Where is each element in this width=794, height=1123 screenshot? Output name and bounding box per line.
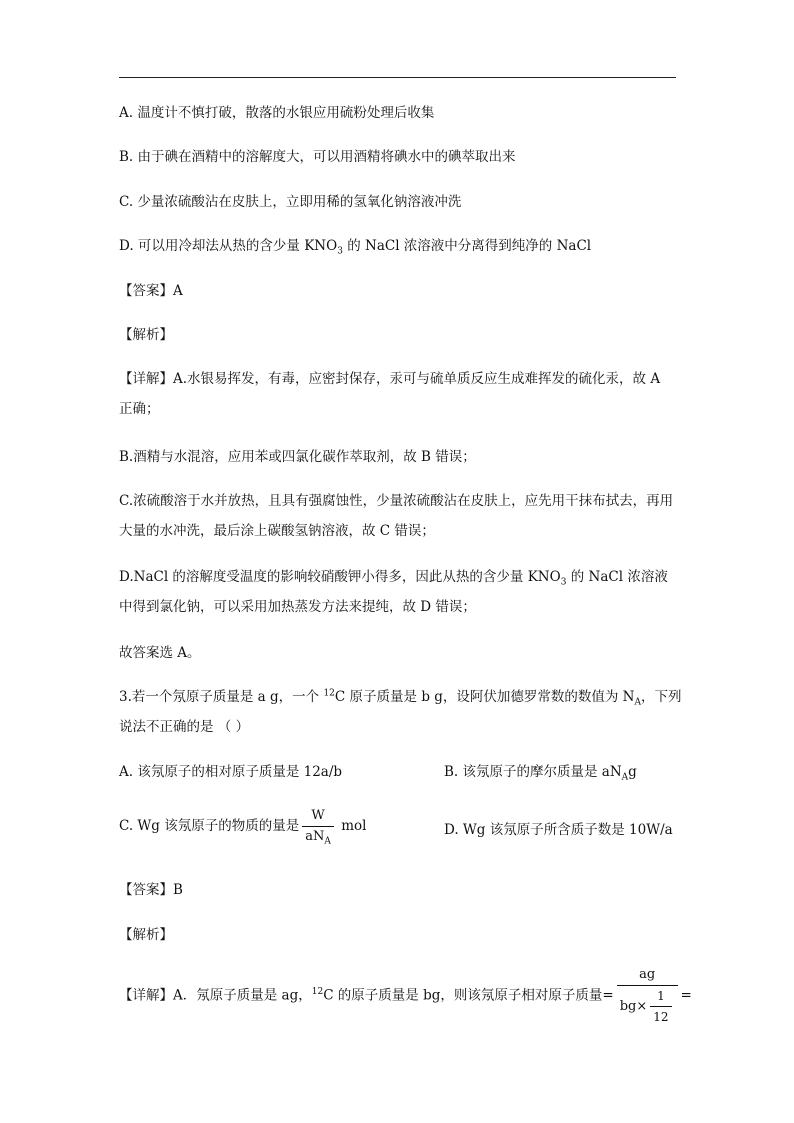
q2-detail-d [119,562,675,622]
q2-option-d-sub: 3 [337,246,343,257]
q3-stem-line2: 说法不正确的是 （ ） [119,719,250,735]
q3-detail-denominator [617,986,678,1025]
q3-stem-sup: 12 [323,688,335,699]
q3-option-c-den-sub: A [324,836,331,847]
q3-option-b-unit: g [628,764,637,780]
q3-detail-sup: 12 [311,987,324,997]
q3-stem-text-2: C 原子质量是 b g，设阿伏加德罗常数的数值为 N [334,689,635,705]
q3-detail-numerator: ag [617,967,678,986]
q2-detail-c: C.浓硫酸溶于水并放热，且具有强腐蚀性，少量浓硫酸沾在皮肤上，应先用干抹布拭去，再用大量的水冲洗，最后涂上碳酸氢钠溶液，故 C 错误； [119,493,674,539]
q3-option-b-text: B. 该氖原子的摩尔质量是 aN [444,764,622,780]
q2-option-b: B. 由于碘在酒精中的溶解度大，可以用酒精将碘水中的碘萃取出来 [119,149,516,165]
q3-option-b [444,762,637,782]
q2-detail-b: B.酒精与水混溶，应用苯或四氯化碳作萃取剂，故 B 错误； [119,449,476,465]
q3-detail-text-2: C 的原子质量是 bg，则该氖原子相对原子质量= [323,987,614,1004]
q2-detail-d-text-end: 的 NaCl 浓溶液中得到氯化钠，可以采用加热蒸发方法来提纯，故 D 错误； [119,569,668,615]
q3-detail-equals: = [680,987,692,1004]
q3-option-c-numerator: W [302,808,334,827]
q3-stem-text-1: 3.若一个氖原子质量是 a g，一个 [119,689,324,705]
q2-answer: 【答案】A [119,283,183,299]
q3-analysis-heading: 【解析】 [119,927,173,943]
q2-option-d-text: D. 可以用冷却法从热的含少量 KNO [119,238,338,254]
q2-option-d-text-end: 的 NaCl 浓溶液中分离得到纯净的 NaCl [342,238,592,254]
q3-detail-a [119,967,692,1025]
q2-detail-a: 【详解】A.水银易挥发，有毒，应密封保存，汞可与硫单质反应生成难挥发的硫化汞，故 A 正确； [119,371,661,417]
q3-option-a: A. 该氖原子的相对原子质量是 12a/b [119,764,343,780]
q3-detail-inner-numerator: 1 [650,988,671,1007]
q2-option-c: C. 少量浓硫酸沾在皮肤上，立即用稀的氢氧化钠溶液冲洗 [119,194,462,210]
q3-option-c-den-text: aN [305,829,325,844]
q2-detail-d-text: D.NaCl 的溶解度受温度的影响较硝酸钾小得多，因此从热的含少量 KNO [119,569,561,585]
q2-option-d [119,236,591,256]
q3-stem-text-3: ，下列 [641,689,682,705]
q3-detail-inner-denominator: 12 [653,1010,669,1024]
q3-detail-inner-fraction [650,988,671,1025]
header-rule [119,77,676,78]
q3-option-d: D. Wg 该氖原子所含质子数是 10W/a [444,822,673,838]
q3-option-b-sub: A [621,772,629,783]
q3-option-c-fraction [302,808,334,845]
q2-detail-d-sub: 3 [560,577,567,588]
q2-conclusion: 故答案选 A。 [119,645,201,661]
q2-analysis-heading: 【解析】 [119,327,173,343]
q3-detail-fraction [617,967,678,1025]
q3-stem-line1 [119,687,682,707]
q3-option-c [119,808,366,845]
q3-option-c-text: C. Wg 该氖原子的物质的量是 [119,818,300,834]
q3-option-c-denominator [302,827,334,845]
q3-stem-sub: A [634,697,641,708]
q3-detail-text-1: 【详解】A．氖原子质量是 ag， [119,987,312,1004]
q3-option-c-unit: mol [341,818,367,834]
q3-answer: 【答案】B [119,882,183,898]
q2-option-a: A. 温度计不慎打破，散落的水银应用硫粉处理后收集 [119,105,435,121]
q3-detail-den-text: bg× [619,999,648,1014]
